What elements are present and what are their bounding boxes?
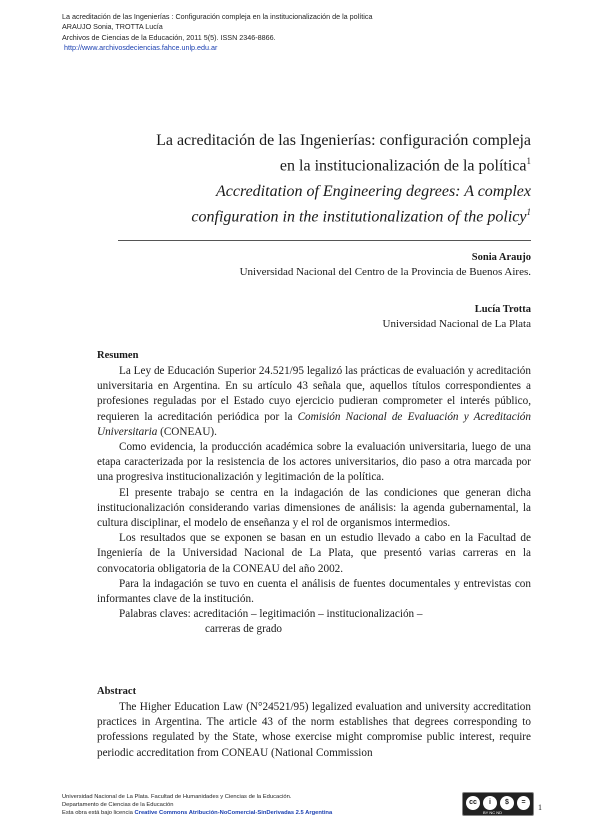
running-header bbox=[62, 12, 372, 54]
paragraph: Para la indagación se tuvo en cuenta el análisis de fuentes documentales y entrevistas con informantes clave de la institución. bbox=[97, 577, 531, 606]
author-affiliation: Universidad Nacional del Centro de la Provincia de Buenos Aires. bbox=[239, 266, 531, 278]
attribution-icon: i bbox=[483, 796, 497, 810]
header-url-link[interactable]: http://www.archivosdeciencias.fahce.unlp.edu.ar bbox=[64, 43, 218, 53]
title-english: Accreditation of Engineering degrees: A complex configuration in the institutionalization of the policy$^1$ bbox=[191, 183, 531, 226]
author-block-1 bbox=[240, 250, 531, 280]
author-block-2 bbox=[383, 302, 531, 332]
page-footer: Universidad Nacional de La Plata. Facultad de Humanidades y Ciencias de la Educación. Departamento de Ciencias de la Educación Esta obra está bajo licencia Creative Commons Atribución-NoComercial-SinDerivadas 2.5 Argentina bbox=[62, 794, 333, 817]
footnote-mark: 1 bbox=[526, 156, 531, 166]
resumen-body bbox=[97, 364, 531, 638]
paragraph: Los resultados que se exponen se basan en un estudio llevado a cabo en la Facultad de Ingeniería de la Universidad Nacional de La Plata, que presentó varias carreras en la convocatoria obligatoria de la CONEAU del año 2002. bbox=[97, 532, 531, 575]
footnote-mark: 1 bbox=[526, 207, 531, 217]
keywords: Palabras claves: acreditación – legitimación – institucionalización – bbox=[119, 608, 423, 621]
license-link[interactable]: Creative Commons Atribución-NoComercial-SinDerivadas 2.5 Argentina bbox=[134, 810, 333, 817]
creative-commons-badge[interactable]: cc i $ = BY NC ND bbox=[462, 792, 534, 816]
title-spanish: La acreditación de las Ingenierías: configuración compleja en la institucionalización de la política$^1$ bbox=[156, 132, 531, 175]
paragraph: Como evidencia, la producción académica sobre la evaluación universitaria, luego de una etapa caracterizada por la resistencia de los actores universitarios, dio paso a otra marcada por una progresiva institucionalización y legitimación de la política. bbox=[97, 441, 531, 484]
paragraph: El presente trabajo se centra en la indagación de las condiciones que generan dicha institucionalización considerando varias dimensiones de análisis: la agenda gubernamental, la cultura disciplinar, el modelo de enseñanza y el rol de organismos intermedios. bbox=[97, 486, 531, 530]
abstract-heading: Abstract bbox=[97, 686, 137, 697]
header-title: La acreditación de las Ingenierías : Configuración compleja en la institucionalización de la política bbox=[62, 12, 373, 21]
title-divider bbox=[118, 240, 531, 241]
header-journal: Archivos de Ciencias de la Educación, 2011 5(5). ISSN 2346-8866. bbox=[62, 32, 276, 42]
author-name: Lucía Trotta bbox=[474, 304, 531, 315]
noncommercial-icon: $ bbox=[500, 796, 514, 810]
resumen-heading: Resumen bbox=[97, 350, 139, 361]
noderivatives-icon: = bbox=[517, 796, 530, 810]
author-affiliation: Universidad Nacional de La Plata bbox=[382, 318, 531, 330]
header-authors: ARAUJO Sonia, TROTTA Lucía bbox=[62, 22, 163, 32]
abstract-body bbox=[97, 700, 531, 761]
paragraph: The Higher Education Law (N°24521/95) legalized evaluation and university accreditation practices in Argentina. The article 43 of the norm establishes that degrees corresponding to professions regulated by the State, whose exercise might compromise public interest, require periodic accreditation from CONEAU (National Commission bbox=[97, 701, 531, 759]
keywords-continued: carreras de grado bbox=[205, 623, 283, 636]
paragraph: La Ley de Educación Superior 24.521/95 legalizó las prácticas de evaluación y acreditación universitaria en Argentina. En su artículo 43 señala que, aquellos títulos correspondientes a profesiones reguladas por el Estado cuyo ejercicio pudieran comprometer el interés público, requieren la acreditación periódica por la Comisión Nacional de Evaluación y Acreditación Universitaria (CONEAU). bbox=[97, 365, 531, 438]
author-name: Sonia Araujo bbox=[471, 252, 531, 263]
cc-icon: cc bbox=[466, 796, 480, 810]
page-number: 1 bbox=[538, 803, 542, 812]
